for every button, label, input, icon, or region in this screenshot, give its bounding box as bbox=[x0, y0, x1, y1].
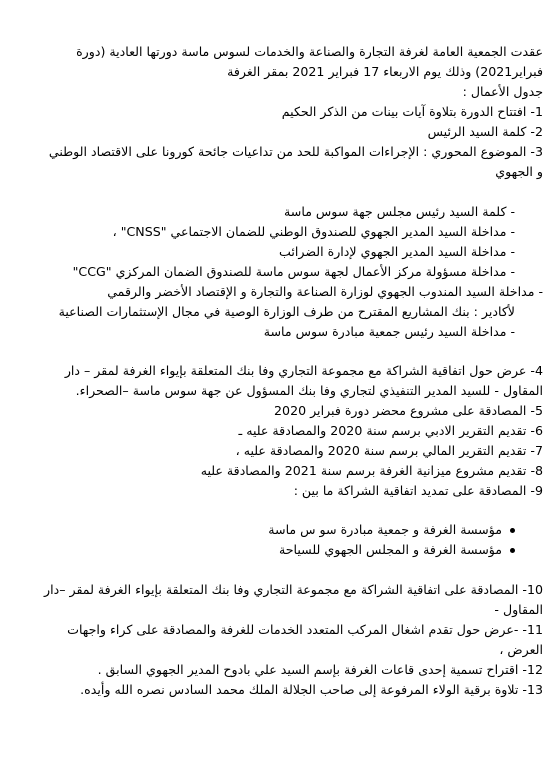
intervention-item: - مداخلة السيد المندوب الجهوي لوزارة الصناعة والتجارة و الإقتصاد الأخضر والرقمي bbox=[107, 284, 543, 299]
agenda-item-3: 3- الموضوع المحوري : الإجراءات المواكبة للحد من تداعيات جائحة كورونا على الاقتصاد الوطني bbox=[48, 144, 543, 159]
agenda-item-13: 13- تلاوة برقية الولاء المرفوعة إلى صاحب الجلالة الملك محمد السادس نصره الله وأيده. bbox=[80, 682, 543, 697]
agenda-item-4: 4- عرض حول اتفاقية الشراكة مع مجموعة التجاري وفا بنك المتعلقة بإيواء الغرفة لمقر – دار bbox=[64, 363, 543, 378]
list-item bbox=[0, 540, 515, 560]
agenda-item-10: 10- المصادقة على اتفاقية الشراكة مع مجموعة التجاري وفا بنك المتعلقة بإيواء الغرفة لمقر –دار bbox=[44, 582, 543, 597]
agenda-item-12: 12- اقتراح تسمية إحدى قاعات الغرفة بإسم السيد علي بادوح المدير الجهوي السابق . bbox=[97, 662, 543, 677]
agenda-item-9: 9- المصادقة على تمديد اتفاقية الشراكة ما بين : bbox=[293, 483, 543, 498]
agenda-item-11-cont: العرض ، bbox=[499, 642, 543, 657]
agenda-item-10-cont: المقاول - bbox=[494, 602, 543, 617]
bullet-text: مؤسسة الغرفة و المجلس الجهوي للسياحة bbox=[278, 542, 502, 557]
bullet-icon bbox=[510, 548, 515, 553]
agenda-item-6: 6- تقديم التقرير الادبي برسم سنة 2020 والمصادقة عليه ـ bbox=[238, 423, 543, 438]
intervention-item: - مداخلة مسؤولة مركز الأعمال لجهة سوس ماسة للصندوق الضمان المركزي "CCG" bbox=[72, 264, 515, 279]
list-item bbox=[0, 520, 515, 540]
agenda-item-3-cont: و الجهوي bbox=[495, 164, 543, 179]
intro-line-2: فبراير2021) وذلك يوم الاربعاء 17 فبراير 2021 بمقر الغرفة bbox=[227, 64, 543, 79]
bullet-text: مؤسسة الغرفة و جمعية مبادرة سو س ماسة bbox=[268, 522, 502, 537]
agenda-item-7: 7- تقديم التقرير المالي برسم سنة 2020 والمصادقة عليه ، bbox=[235, 443, 543, 458]
agenda-item-8: 8- تقديم مشروع ميزانية الغرفة برسم سنة 2021 والمصادقة عليه bbox=[200, 463, 543, 478]
agenda-item-5: 5- المصادقة على مشروع محضر دورة فبراير 2020 bbox=[274, 403, 543, 418]
agenda-item-4-cont: المقاول - للسيد المدير التنفيذي لتجاري وفا بنك المسؤول عن جهة سوس ماسة –الصحراء. bbox=[75, 383, 543, 398]
intervention-item: - مداخلة السيد رئيس جمعية مبادرة سوس ماسة bbox=[263, 324, 515, 339]
intervention-item: - مداخلة السيد المدير الجهوي للصندوق الوطني للضمان الاجتماعي "CNSS" ، bbox=[112, 224, 515, 239]
agenda-item-11: 11- -عرض حول تقدم اشغال المركب المتعدد الخدمات للغرفة والمصادقة على كراء واجهات bbox=[67, 622, 543, 637]
intro-line-1: عقدت الجمعية العامة لغرفة التجارة والصناعة والخدمات لسوس ماسة دورتها العادية (دورة bbox=[76, 44, 543, 59]
intervention-item: - كلمة السيد رئيس مجلس جهة سوس ماسة bbox=[284, 204, 515, 219]
agenda-title: جدول الأعمال : bbox=[462, 84, 543, 99]
intervention-item: - مداخلة السيد المدير الجهوي لإدارة الضرائب bbox=[279, 244, 515, 259]
intervention-item-cont: لأكادير : بنك المشاريع المقترح من طرف الوزارة الوصية في مجال الإستثمارات الصناعية bbox=[58, 304, 515, 319]
bullet-icon bbox=[510, 528, 515, 533]
agenda-item-1: 1- افتتاح الدورة بتلاوة آيات بينات من الذكر الحكيم bbox=[281, 104, 543, 119]
agenda-item-2: 2- كلمة السيد الرئيس bbox=[427, 124, 543, 139]
